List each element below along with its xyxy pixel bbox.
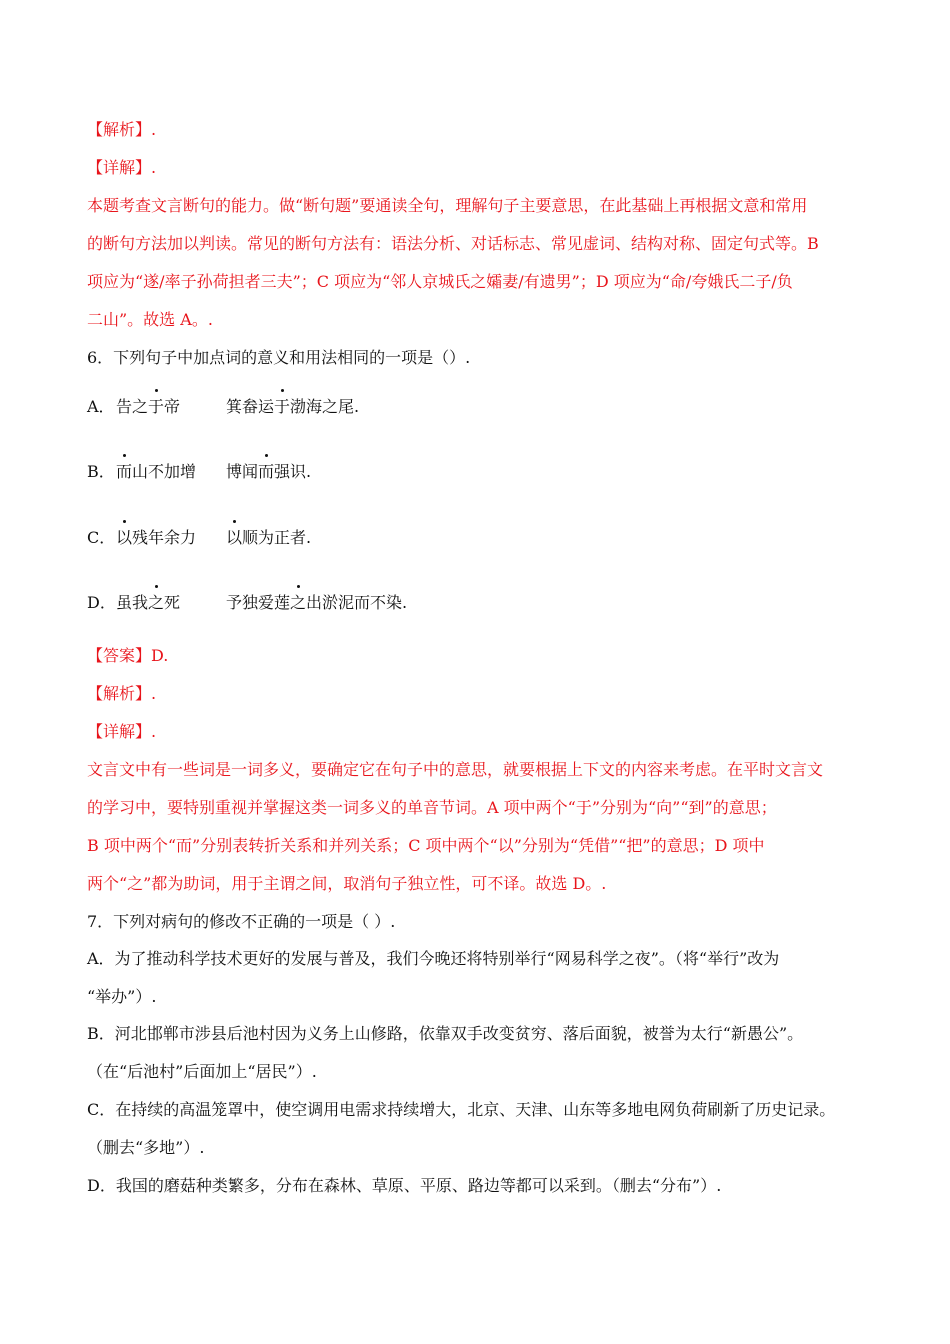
- q5-explain-line-4: 二山”。故选 A。.: [87, 310, 213, 329]
- option-letter: C．: [87, 528, 116, 547]
- option-sentence-1: [116, 461, 196, 483]
- dotted-word: 而: [258, 462, 275, 481]
- dotted-word: 以: [116, 528, 133, 547]
- q6-analysis-label: 【解析】.: [87, 684, 157, 703]
- dotted-word: 之: [148, 593, 165, 612]
- text: 箕畚运: [226, 397, 275, 416]
- option-sentence-2: [226, 527, 311, 549]
- q6-explain-line-1: 文言文中有一些词是一词多义，要确定它在句子中的意思，就要根据上下文的内容来考虑。在平时文言文: [87, 760, 824, 779]
- q6-explain-line-2: 的学习中，要特别重视并掌握这类一词多义的单音节词。A 项中两个“于”分别为“向”“到”的意思；: [87, 798, 777, 817]
- q7-line-1: A．为了推动科学技术更好的发展与普及，我们今晚还将特别举行“网易科学之夜”。（将“举行”改为: [87, 949, 780, 968]
- option-letter: D．: [87, 593, 116, 612]
- text: 帝: [164, 397, 181, 416]
- q7-line-6: （删去“多地”）.: [87, 1138, 205, 1157]
- q7-line-3: B．河北邯郸市涉县后池村因为义务上山修路，依靠双手改变贫穷、落后面貌，被誉为太行“新愚公”。: [87, 1024, 804, 1043]
- text: 虽我: [116, 593, 149, 612]
- option-sentence-1: [116, 592, 180, 614]
- text: 残年余力: [132, 528, 197, 547]
- q5-analysis-label: 【解析】.: [87, 120, 157, 139]
- dotted-word: 于: [274, 397, 291, 416]
- q5-detail-label: 【详解】.: [87, 158, 157, 177]
- q6-detail-label: 【详解】.: [87, 722, 157, 741]
- option-letter: B．: [87, 462, 115, 481]
- text: 告之: [116, 397, 149, 416]
- option-sentence-2: [226, 396, 359, 418]
- text: 博闻: [226, 462, 259, 481]
- option-letter: A．: [87, 397, 115, 416]
- option-sentence-2: [226, 592, 407, 614]
- q6-answer: 【答案】D.: [87, 646, 169, 665]
- dotted-word: 以: [226, 528, 243, 547]
- q6-explain-line-3: B 项中两个“而”分别表转折关系和并列关系；C 项中两个“以”分别为“凭借”“把”的意思；D 项中: [87, 836, 765, 855]
- option-sentence-1: [116, 527, 196, 549]
- dotted-word: 于: [148, 397, 165, 416]
- q6-stem: 6．下列句子中加点词的意义和用法相同的一项是（）.: [87, 348, 471, 367]
- q5-explain-line-2: 的断句方法加以判读。常见的断句方法有：语法分析、对话标志、常见虚词、结构对称、固定句式等。B: [87, 234, 819, 253]
- text: 死: [164, 593, 181, 612]
- text: 强识.: [274, 462, 312, 481]
- dotted-word: 而: [116, 462, 133, 481]
- q7-stem: 7．下列对病句的修改不正确的一项是（ ）.: [87, 912, 396, 931]
- option-sentence-1: [116, 396, 180, 418]
- q7-line-5: C．在持续的高温笼罩中，使空调用电需求持续增大，北京、天津、山东等多地电网负荷刷新了历史记录。: [87, 1100, 836, 1119]
- q6-explain-line-4: 两个“之”都为助词，用于主谓之间，取消句子独立性，可不译。故选 D。.: [87, 874, 607, 893]
- text: 予独爱莲: [226, 593, 291, 612]
- q7-line-2: “举办”）.: [87, 987, 157, 1006]
- q5-explain-line-3: 项应为“遂/率子孙荷担者三夫”；C 项应为“邻人京城氏之孀妻/有遗男”；D 项应为“命/夸娥氏二子/负: [87, 272, 793, 291]
- text: 渤海之尾.: [290, 397, 360, 416]
- text: 顺为正者.: [242, 528, 312, 547]
- q7-line-7: D．我国的磨菇种类繁多，分布在森林、草原、平原、路边等都可以采到。（删去“分布”）.: [87, 1176, 722, 1195]
- q5-explain-line-1: 本题考查文言断句的能力。做“断句题”要通读全句，理解句子主要意思，在此基础上再根据文意和常用: [87, 196, 808, 215]
- dotted-word: 之: [290, 593, 307, 612]
- option-sentence-2: [226, 461, 311, 483]
- q7-line-4: （在“后池村”后面加上“居民”）.: [87, 1062, 317, 1081]
- text: 出淤泥而不染.: [306, 593, 408, 612]
- text: 山不加增: [132, 462, 197, 481]
